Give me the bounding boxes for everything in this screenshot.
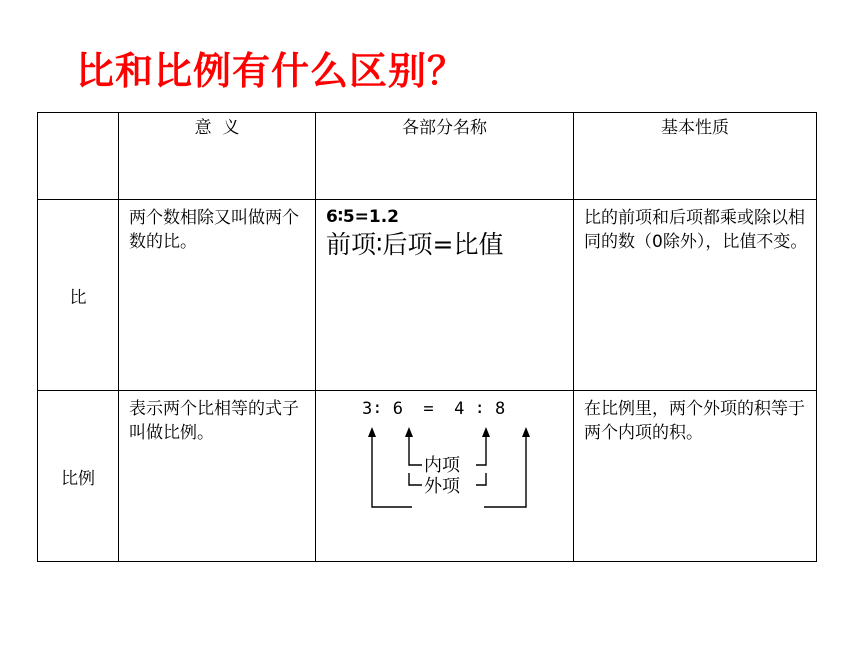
table-row-ratio	[38, 200, 817, 391]
ratio-meaning: 两个数相除又叫做两个数的比。	[129, 208, 299, 252]
header-meaning: 意 义	[119, 113, 316, 200]
arrow-up-icon	[405, 427, 413, 437]
row-label-ratio: 比	[38, 200, 119, 391]
ratio-example: 6∶5=1.2	[326, 207, 400, 227]
header-property: 基本性质	[574, 113, 817, 200]
row-label-proportion: 比例	[38, 391, 119, 562]
table-row-proportion	[38, 391, 817, 562]
arrow-up-icon	[482, 427, 490, 437]
proportion-meaning: 表示两个比相等的式子叫做比例。	[129, 399, 299, 443]
ratio-meaning-cell	[119, 200, 316, 391]
ratio-property: 比的前项和后项都乘或除以相同的数（0除外），比值不变。	[584, 208, 808, 252]
arrow-up-icon	[522, 427, 530, 437]
outer-term-label: 外项	[424, 476, 460, 497]
ratio-parts-cell	[316, 200, 574, 391]
proportion-property-cell	[574, 391, 817, 562]
header-parts: 各部分名称	[316, 113, 574, 200]
header-empty	[38, 113, 119, 200]
proportion-meaning-cell	[119, 391, 316, 562]
ratio-part-names: 前项∶后项=比值	[326, 230, 504, 259]
arrow-up-icon	[368, 427, 376, 437]
proportion-property: 在比例里，两个外项的积等于两个内项的积。	[584, 399, 805, 443]
proportion-parts-cell	[316, 391, 574, 562]
proportion-diagram	[316, 391, 573, 561]
page-title: 比和比例有什么区别？	[76, 49, 467, 93]
inner-term-label: 内项	[424, 455, 460, 476]
proportion-arrows-diagram	[316, 391, 574, 561]
proportion-example: 3∶ 6 = 4 ∶ 8	[362, 399, 506, 419]
header-row	[38, 113, 817, 200]
ratio-property-cell	[574, 200, 817, 391]
arrow-heads	[368, 427, 530, 437]
comparison-table	[37, 112, 817, 562]
